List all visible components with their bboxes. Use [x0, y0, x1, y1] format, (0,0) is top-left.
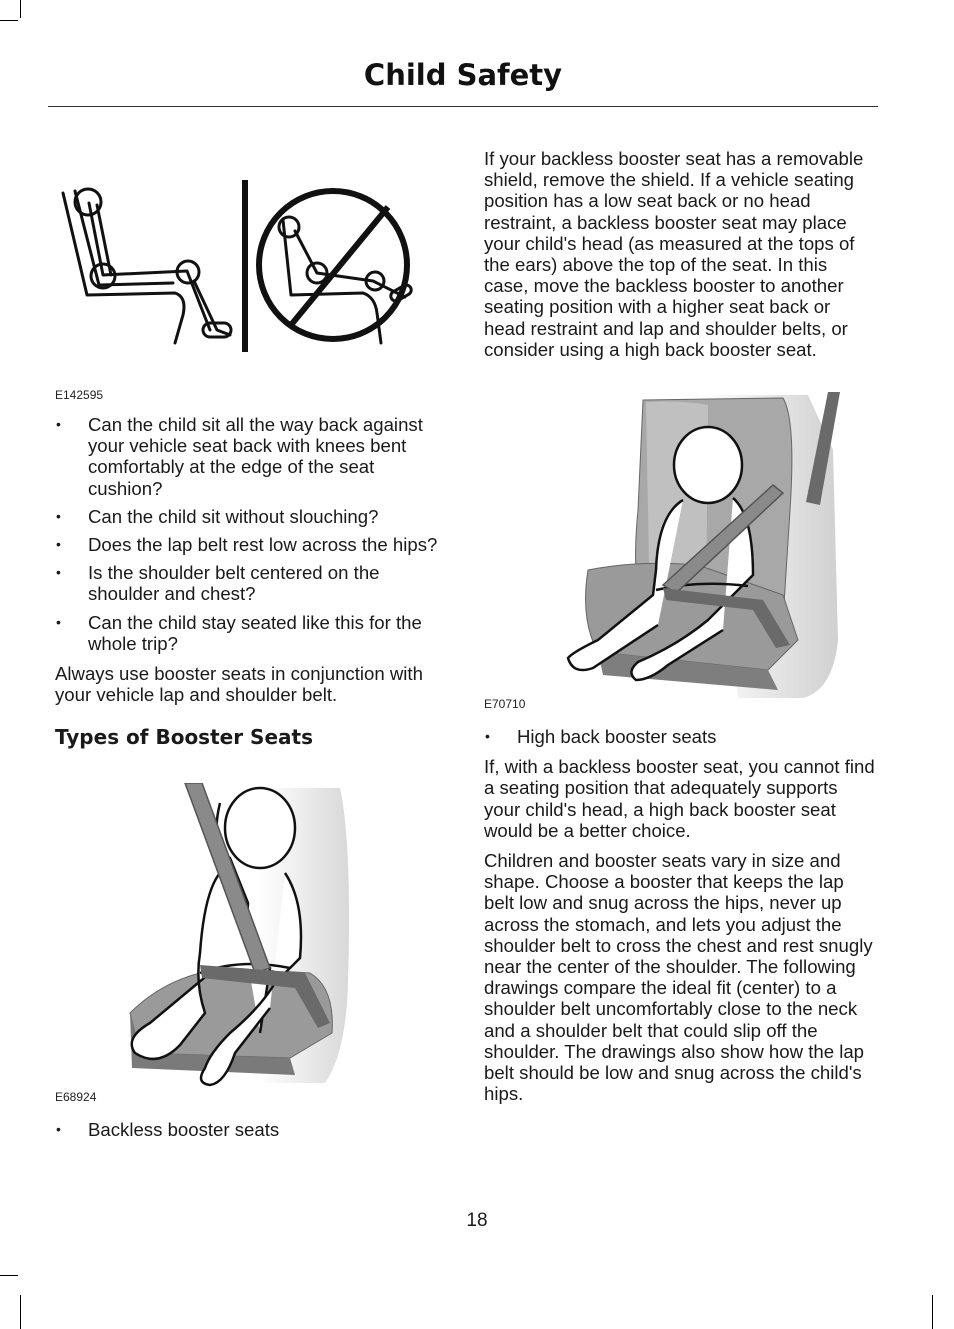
figure-caption: E68924 [55, 1090, 97, 1104]
list-item: • Can the child sit all the way back against your vehicle seat back with knees bent comfortably at the edge of the seat cushion? [55, 414, 447, 499]
paragraph: Children and booster seats vary in size and shape. Choose a booster that keeps the lap belt low and snug across the hips, never up across the stomach, and lets you adjust the shoulder belt to cross the chest and rest snugly near the center of the shoulder. The following drawings compare the ideal fit (center) to a shoulder belt uncomfortably close to the neck and a shoulder belt that could slip off the shoulder. The drawings also show how the lap belt should be low and snug across the child's hips. [484, 850, 873, 1105]
page-title: Child Safety [363, 58, 563, 92]
list-item: • Can the child sit without slouching? [55, 506, 447, 527]
divider-bar [242, 180, 248, 352]
list-item: • Can the child stay seated like this for the whole trip? [55, 612, 447, 654]
prohibition-sign-icon [259, 191, 407, 339]
correct-seating-figure [63, 189, 231, 343]
figure-caption: E142595 [55, 388, 104, 402]
left-column [55, 414, 447, 749]
right-column-top [484, 148, 876, 369]
section-heading: Types of Booster Seats [55, 725, 313, 750]
paragraph: Always use booster seats in conjunction with your vehicle lap and shoulder belt. [55, 663, 423, 706]
list-item: • Does the lap belt rest low across the hips? [55, 534, 447, 555]
checklist [55, 414, 447, 654]
crop-mark [20, 1295, 21, 1329]
page-number: 18 [466, 1210, 488, 1231]
crop-mark [0, 1275, 18, 1276]
list-item: • Is the shoulder belt centered on the shoulder and chest? [55, 562, 447, 604]
paragraph: If, with a backless booster seat, you cannot find a seating position that adequately supports your child's head, a high back booster seat would be a better choice. [484, 756, 875, 841]
list-item: • Backless booster seats [55, 1119, 447, 1140]
booster-type-list [484, 726, 876, 747]
left-column-bottom [55, 1119, 447, 1149]
paragraph: If your backless booster seat has a removable shield, remove the shield. If a vehicle seating position has a low seat back or no head restraint, a backless booster seat may place your child's head (as measured at the tops of the ears) above the top of the seat. In this case, move the backless booster to another seating position with a higher seat back or head restraint and lap and shoulder belts, or consider using a high back booster seat. [484, 148, 864, 360]
crop-mark [0, 20, 18, 21]
list-item: • High back booster seats [484, 726, 876, 747]
right-column-bottom [484, 726, 876, 1113]
incorrect-seating-figure [279, 217, 413, 343]
header-rule [48, 106, 878, 107]
crop-mark [932, 1295, 933, 1329]
figure-caption: E70710 [484, 697, 526, 711]
high-back-booster-illustration [558, 390, 842, 700]
seat-fit-diagram [55, 175, 425, 360]
crop-mark [20, 0, 21, 18]
backless-booster-illustration [110, 783, 352, 1088]
booster-type-list [55, 1119, 447, 1140]
